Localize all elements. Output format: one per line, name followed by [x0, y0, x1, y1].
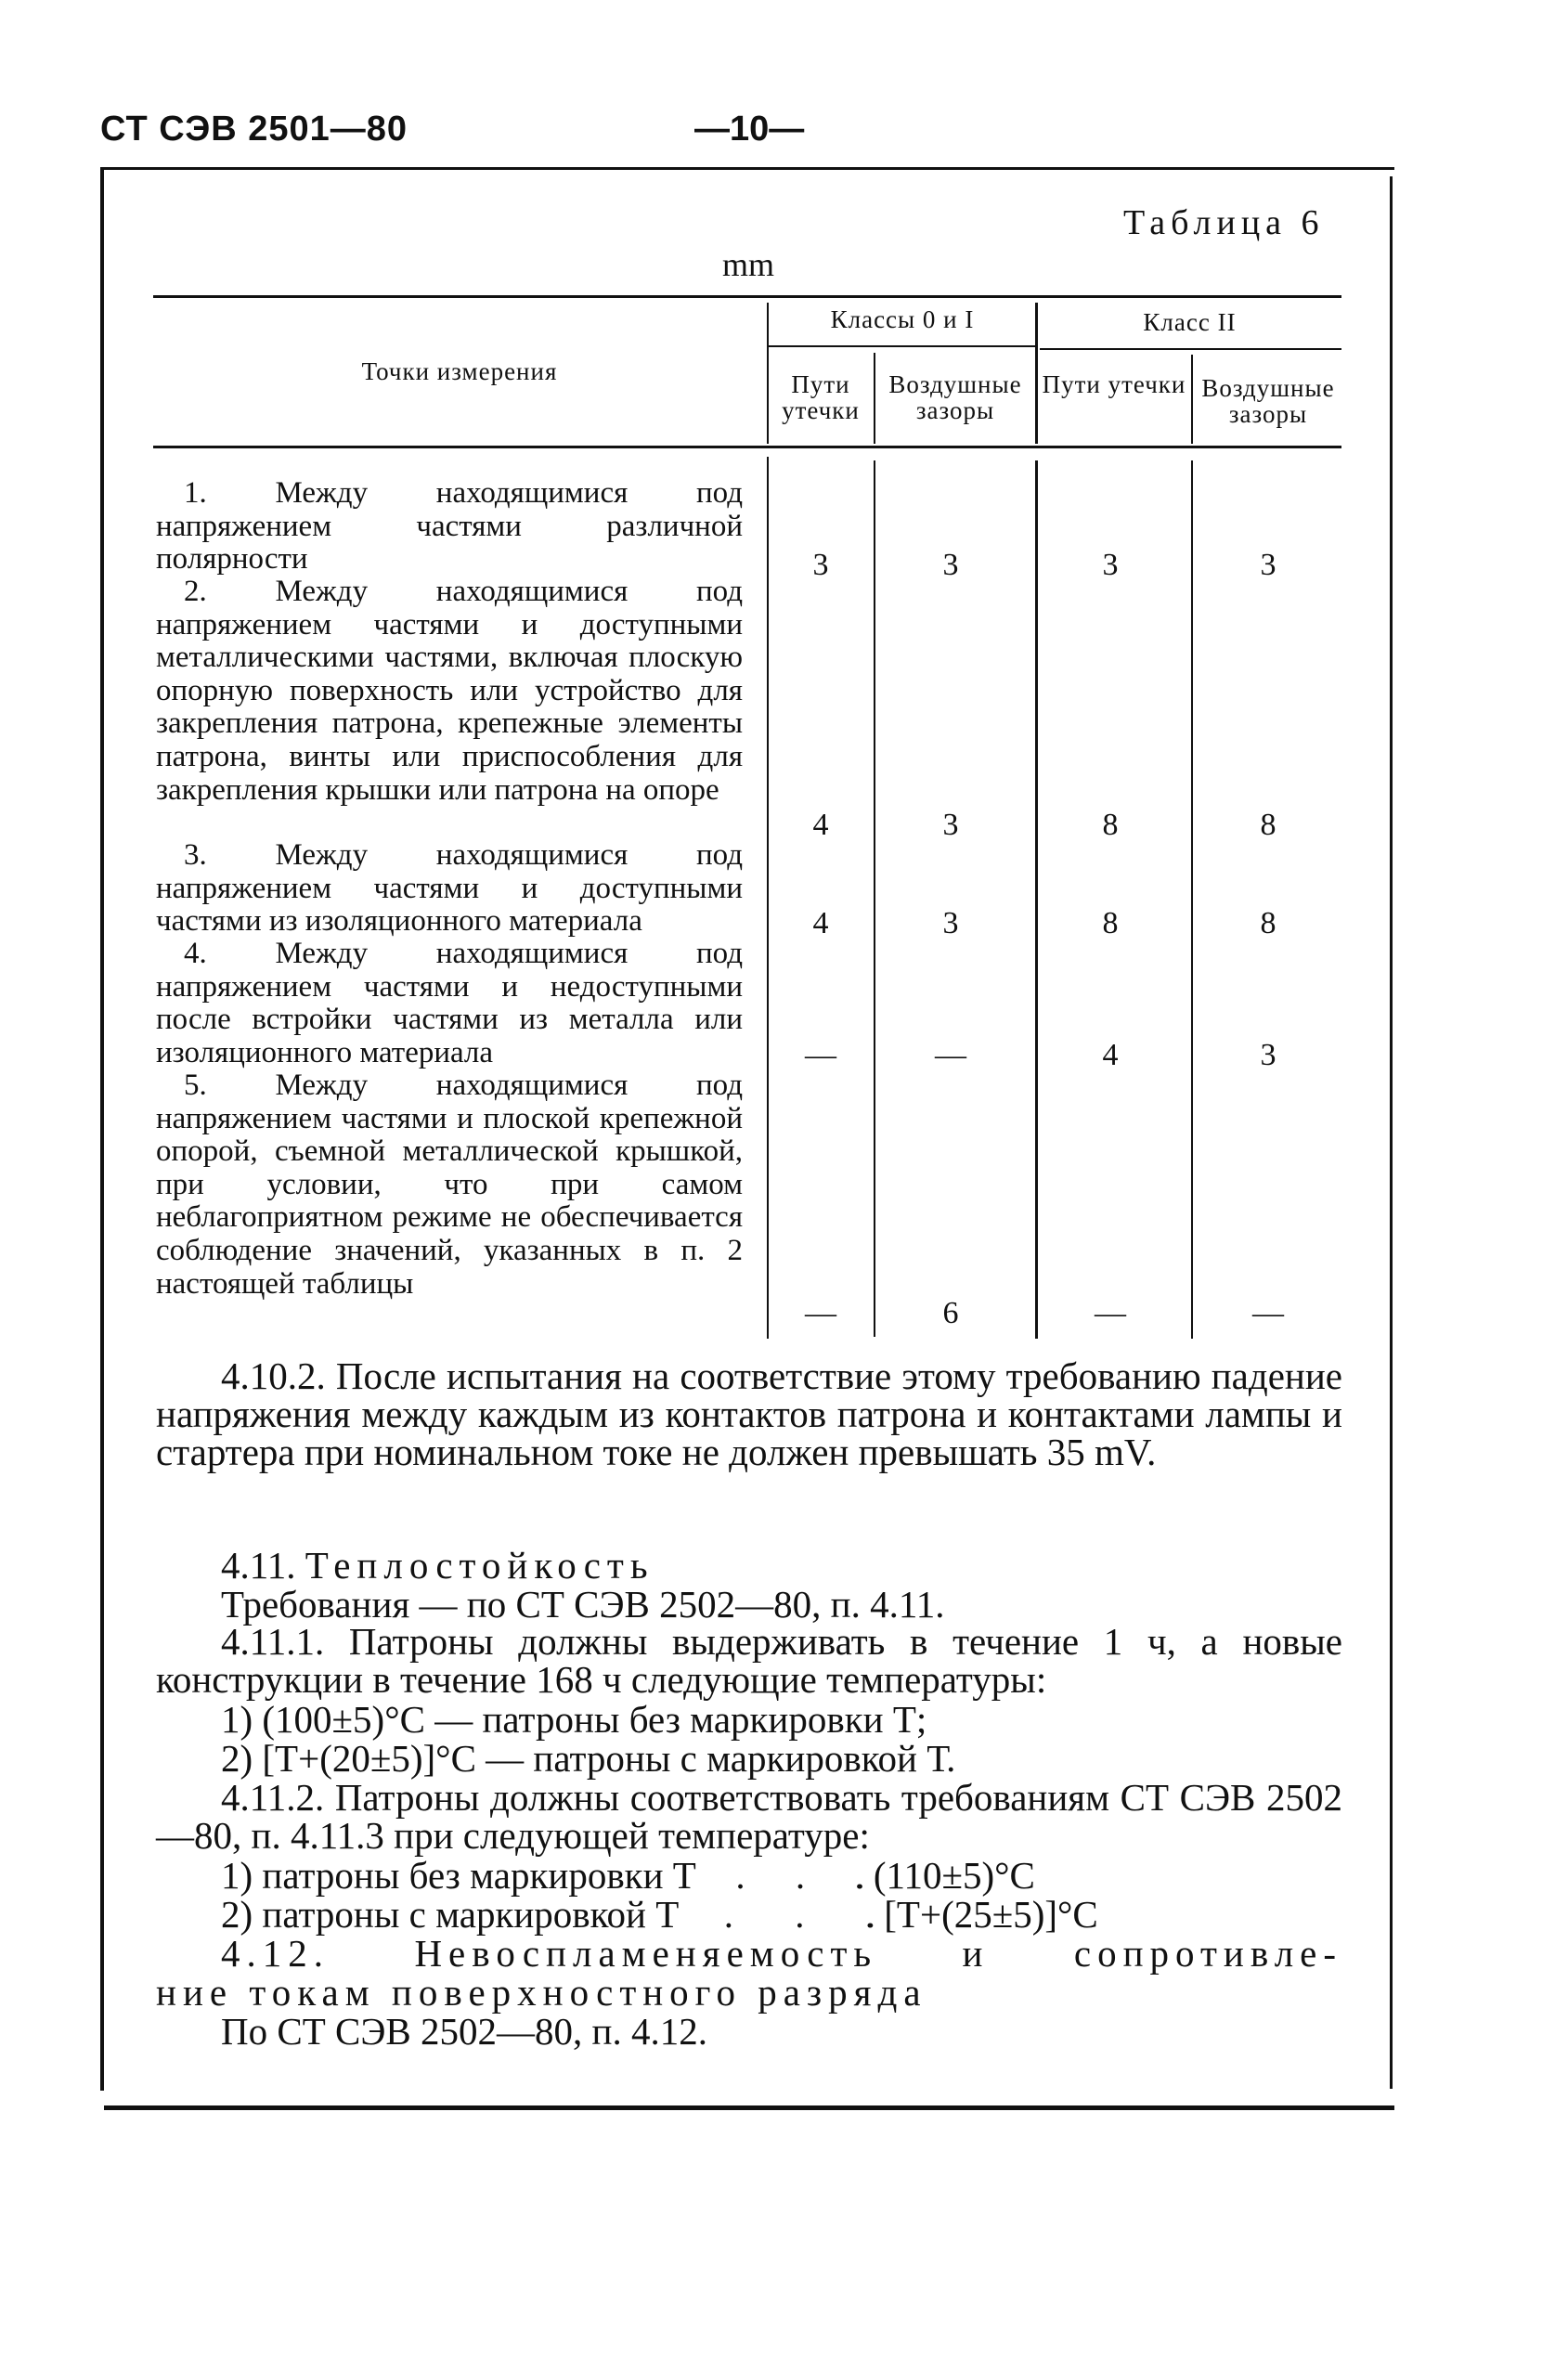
temperature-row-1-label: 1) патроны без маркировки Т: [221, 1854, 696, 1897]
paragraph-4-10-2: 4.10.2. После испытания на соответствие этому требованию падение напряжения между каждым из контактов патрона и контактами лампы и стартера при номинальном токе не должен превышать 35 mV.: [156, 1354, 1342, 1473]
column-group-class-2: Класс II: [1143, 308, 1237, 336]
row-5-clearance-2: —: [1252, 1296, 1284, 1330]
section-4-12-requirements: По СТ СЭВ 2502—80, п. 4.12.: [221, 2010, 707, 2053]
row-2-creepage-2: 8: [1102, 808, 1119, 842]
section-4-11-number: 4.11.: [221, 1544, 296, 1587]
row-5-clearance-1: 6: [942, 1296, 959, 1330]
group-underline-2: [1040, 348, 1341, 350]
temperature-row-2-value: . [T+(25±5)]°С: [864, 1893, 1098, 1936]
table-row-2-text: 2. Между находящимися под напряжением частями и доступными металлическими частями, включая плоскую опорную поверхность или устройство для закрепления патрона, крепежные элементы патрона, винты или приспособления для закрепления крышки или патрона на опоре: [156, 575, 743, 807]
section-4-12-number: 4.12.: [221, 1932, 330, 1975]
frame-left-line: [100, 169, 104, 2091]
list-item-2: 2) [T+(20±5)]°С — патроны с маркировкой Т.: [221, 1737, 956, 1780]
row-1-clearance-2: 3: [1260, 548, 1276, 582]
row-1-creepage-1: 3: [812, 548, 829, 582]
table-row-5-text: 5. Между находящимися под напряжением частями и плоской крепежной опорой, съемной металлической крышкой, при условии, что при самом неблагоприятном режиме не обеспечивается соблюдение значений, указанных в п. 2 настоящей таблицы: [156, 1069, 743, 1301]
temperature-row-1-value: . (110±5)°С: [854, 1854, 1035, 1897]
subheader-clearance-2: Воздушные зазоры: [1201, 374, 1335, 428]
subheader-creepage-2: Пути утечки: [1042, 370, 1186, 398]
table-row-1-text: 1. Между находящимися под напряжением частями различной полярности: [156, 476, 743, 577]
list-item-1: 1) (100±5)°С — патроны без маркировки Т;: [221, 1698, 927, 1741]
temperature-row-2-label: 2) патроны с маркировкой Т: [221, 1893, 680, 1936]
row-2-clearance-2: 8: [1260, 808, 1276, 842]
hdr-divider-d: [1191, 355, 1193, 444]
page-number: —10—: [694, 110, 805, 149]
column-header-points: Точки измерения: [361, 357, 558, 385]
body-divider-d: [1191, 460, 1193, 1339]
row-2-creepage-1: 4: [812, 808, 829, 842]
table-header-bottom-rule: [153, 446, 1341, 448]
paragraph-4-11-2: 4.11.2. Патроны должны соответствовать требованиям СТ СЭВ 2502—80, п. 4.11.3 при следующей температуре:: [156, 1776, 1342, 1857]
section-4-12-heading: [156, 1932, 1343, 1975]
paragraph-4-11-1: 4.11.1. Патроны должны выдерживать в течение 1 ч, а новые конструкции в течение 168 ч следующие температуры:: [156, 1620, 1342, 1701]
row-3-clearance-2: 8: [1260, 906, 1276, 940]
row-1-clearance-1: 3: [942, 548, 959, 582]
section-4-11-heading: [156, 1544, 1342, 1587]
row-1-creepage-2: 3: [1102, 548, 1119, 582]
row-3-creepage-1: 4: [812, 906, 829, 940]
row-5-creepage-1: —: [805, 1296, 836, 1330]
row-3-creepage-2: 8: [1102, 906, 1119, 940]
row-5-creepage-2: —: [1095, 1296, 1126, 1330]
section-4-12-title-line1: Невоспламеняемость и сопротивле-: [414, 1932, 1343, 1975]
body-divider-c: [1035, 460, 1038, 1339]
section-4-11-title: Теплостойкость: [305, 1544, 654, 1587]
table-unit: mm: [722, 246, 775, 283]
row-2-clearance-1: 3: [942, 808, 959, 842]
hdr-divider-b: [874, 353, 875, 444]
temperature-row-2: 2) патроны с маркировкой Т . . . . [T+(25±5)]°С: [221, 1893, 1098, 1936]
table-top-rule: [153, 295, 1341, 298]
body-divider-a: [767, 457, 769, 1339]
table-row-4-text: 4. Между находящимися под напряжением частями и недоступными после встройки частями из металла или изоляционного материала: [156, 937, 743, 1069]
standard-number: СТ СЭВ 2501—80: [100, 110, 408, 149]
section-4-11-requirements: Требования — по СТ СЭВ 2502—80, п. 4.11.: [221, 1583, 945, 1626]
table-row-3-text: 3. Между находящимися под напряжением частями и доступными частями из изоляционного материала: [156, 838, 743, 939]
row-4-clearance-2: 3: [1260, 1038, 1276, 1072]
row-4-clearance-1: —: [935, 1038, 966, 1072]
temperature-row-1: 1) патроны без маркировки Т . . . . (110±5)°С: [221, 1854, 1035, 1897]
body-divider-b: [874, 460, 875, 1337]
subheader-creepage-1: Пути утечки: [782, 370, 860, 424]
row-3-clearance-1: 3: [942, 906, 959, 940]
frame-right-line: [1390, 176, 1393, 2089]
group-underline-1: [767, 345, 1036, 347]
section-4-12-title-line2: ние токам поверхностного разряда: [156, 1971, 927, 2014]
frame-bottom-line: [104, 2105, 1394, 2110]
row-4-creepage-1: —: [805, 1038, 836, 1072]
frame-top-line: [100, 167, 1394, 170]
column-group-class-0-1: Классы 0 и I: [830, 305, 975, 333]
table-caption: Таблица 6: [1123, 203, 1325, 242]
row-4-creepage-2: 4: [1102, 1038, 1119, 1072]
subheader-clearance-1: Воздушные зазоры: [888, 370, 1022, 424]
